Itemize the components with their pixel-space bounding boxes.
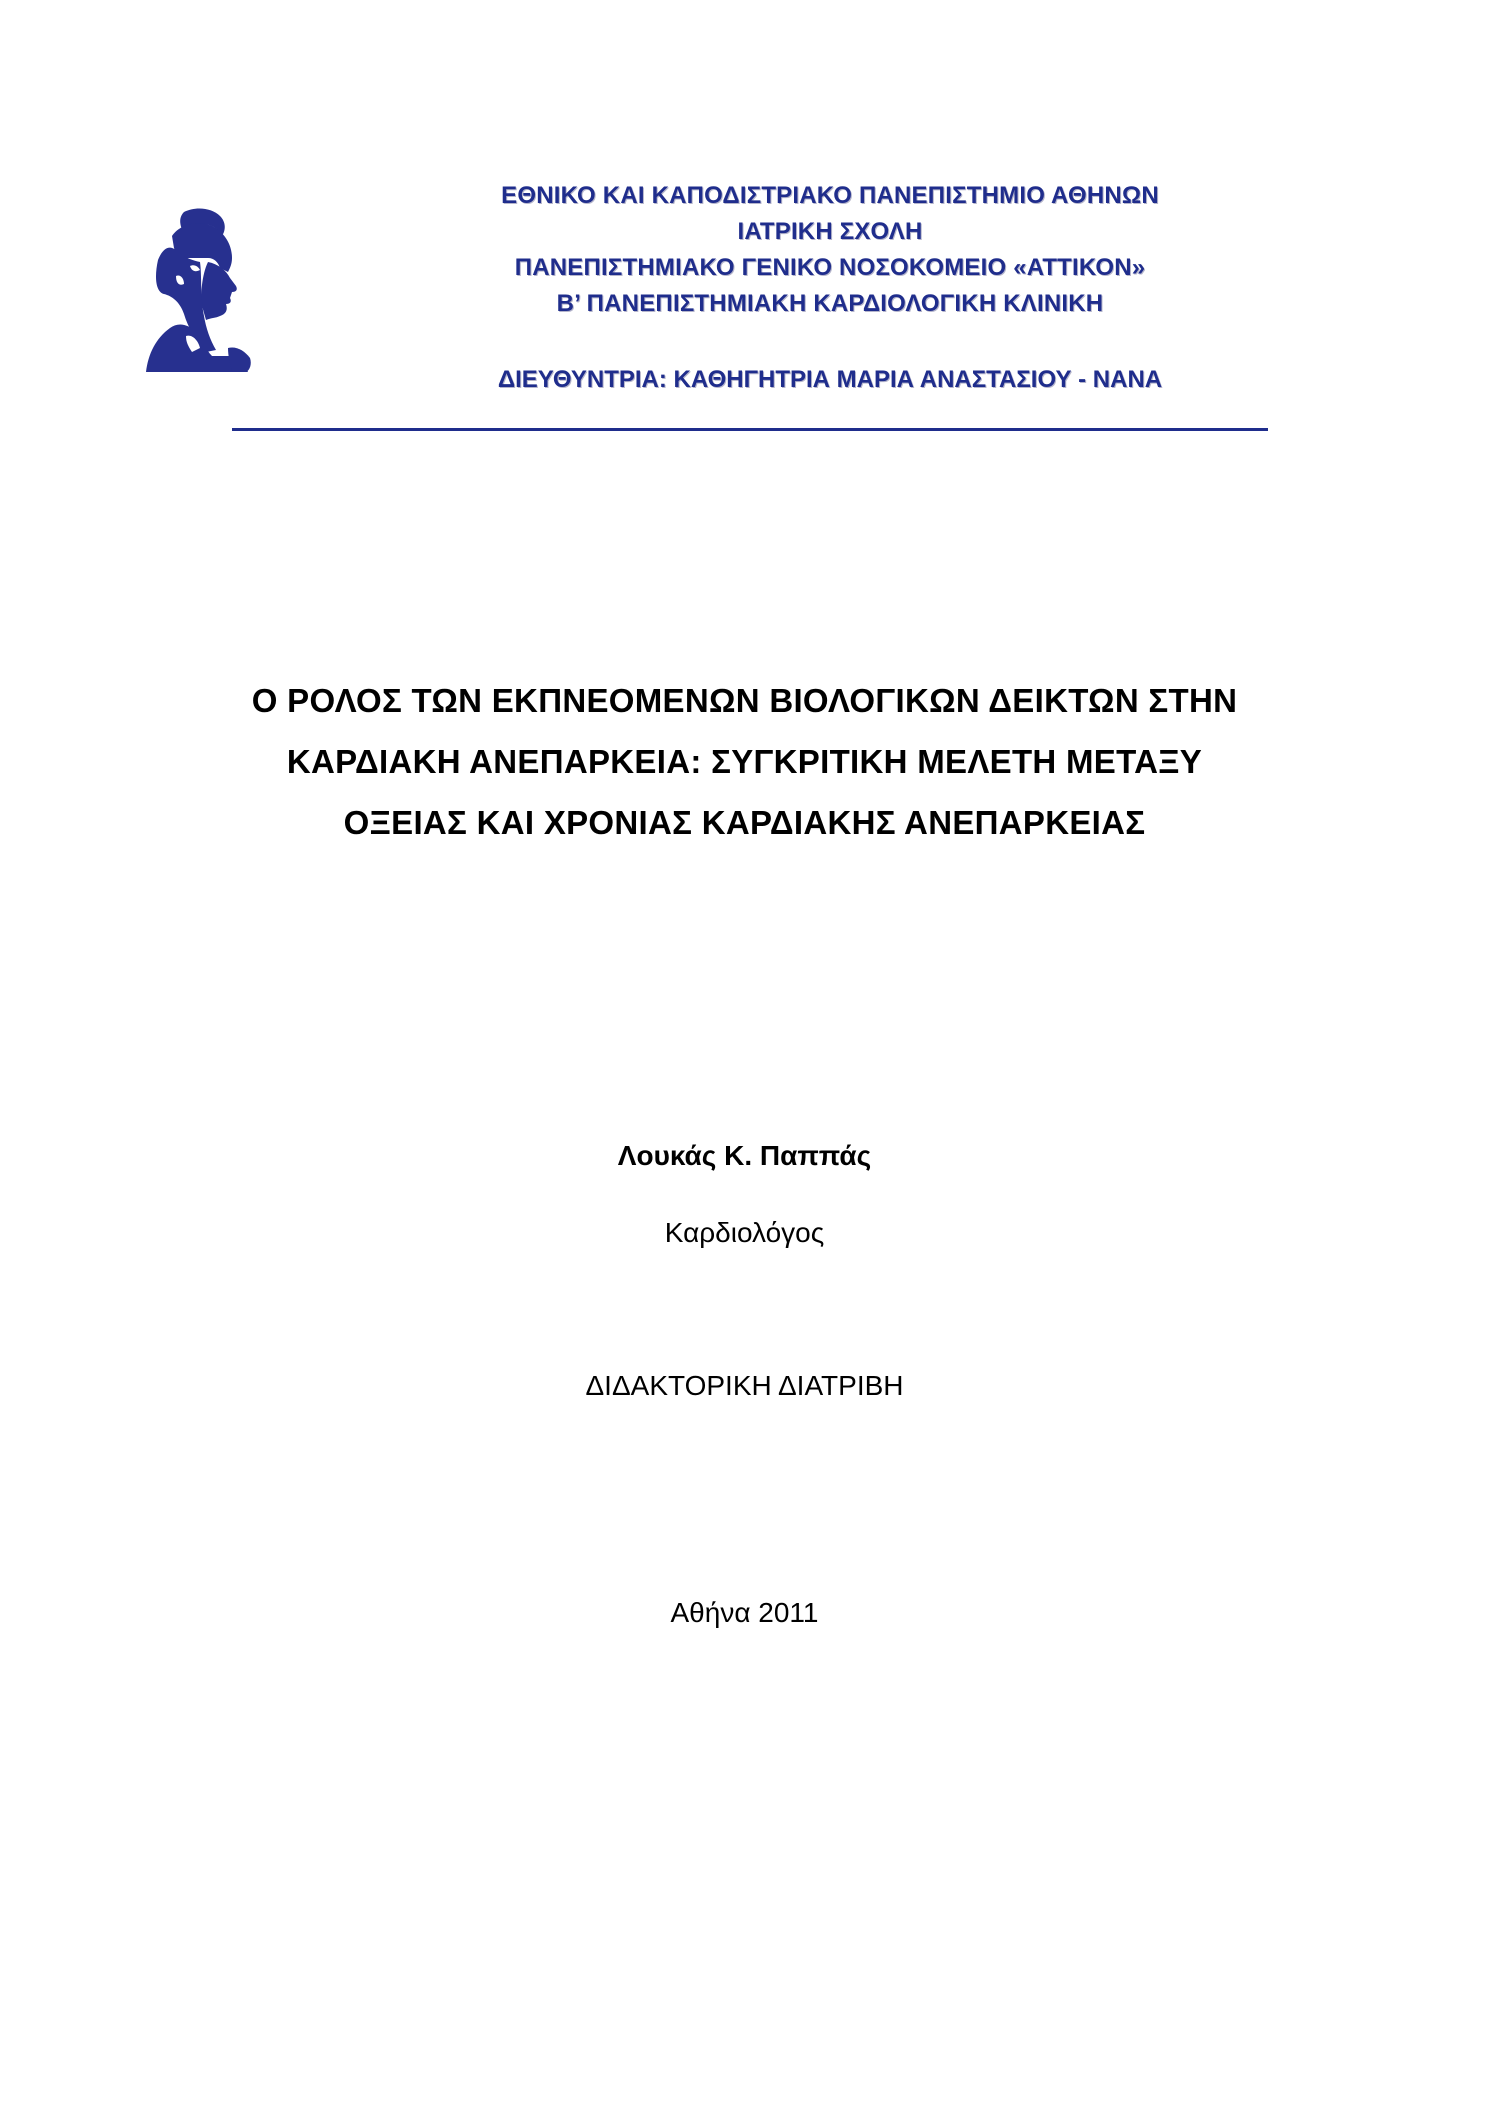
author-name: Λουκάς Κ. Παππάς: [617, 1140, 872, 1171]
university-name: ΕΘΝΙΚΟ ΚΑΙ ΚΑΠΟΔΙΣΤΡΙΑΚΟ ΠΑΝΕΠΙΣΤΗΜΙΟ ΑΘΗΝΩΝ: [501, 182, 1159, 209]
header-divider: [232, 428, 1268, 431]
school-name: ΙΑΤΡΙΚΗ ΣΧΟΛΗ: [737, 218, 923, 245]
author-role: Καρδιολόγος: [664, 1217, 825, 1248]
institution-header: [380, 178, 1280, 322]
title-line: ΟΞΕΙΑΣ ΚΑΙ ΧΡΟΝΙΑΣ ΚΑΡΔΙΑΚΗΣ ΑΝΕΠΑΡΚΕΙΑΣ: [343, 804, 1146, 841]
thesis-type: ΔΙΔΑΚΤΟΡΙΚΗ ΔΙΑΤΡΙΒΗ: [585, 1370, 904, 1401]
place-date: Αθήνα 2011: [670, 1597, 819, 1628]
title-line: ΚΑΡΔΙΑΚΗ ΑΝΕΠΑΡΚΕΙΑ: ΣΥΓΚΡΙΤΙΚΗ ΜΕΛΕΤΗ ΜΕΤΑΞΥ: [286, 743, 1203, 780]
title-line: Ο ΡΟΛΟΣ ΤΩΝ ΕΚΠΝΕΟΜΕΝΩΝ ΒΙΟΛΟΓΙΚΩΝ ΔΕΙΚΤΩΝ ΣΤΗΝ: [251, 682, 1238, 719]
director-line: ΔΙΕΥΘΥΝΤΡΙΑ: ΚΑΘΗΓΗΤΡΙΑ ΜΑΡΙΑ ΑΝΑΣΤΑΣΙΟΥ - ΝΑΝΑ: [497, 366, 1163, 393]
clinic-name: Β’ ΠΑΝΕΠΙΣΤΗΜΙΑΚΗ ΚΑΡΔΙΟΛΟΓΙΚΗ ΚΛΙΝΙΚΗ: [556, 290, 1104, 317]
thesis-title: [150, 670, 1339, 853]
athena-head-logo-icon: [146, 206, 254, 372]
hospital-name: ΠΑΝΕΠΙΣΤΗΜΙΑΚΟ ΓΕΝΙΚΟ ΝΟΣΟΚΟΜΕΙΟ «ΑΤΤΙΚΟΝ»: [514, 254, 1146, 281]
